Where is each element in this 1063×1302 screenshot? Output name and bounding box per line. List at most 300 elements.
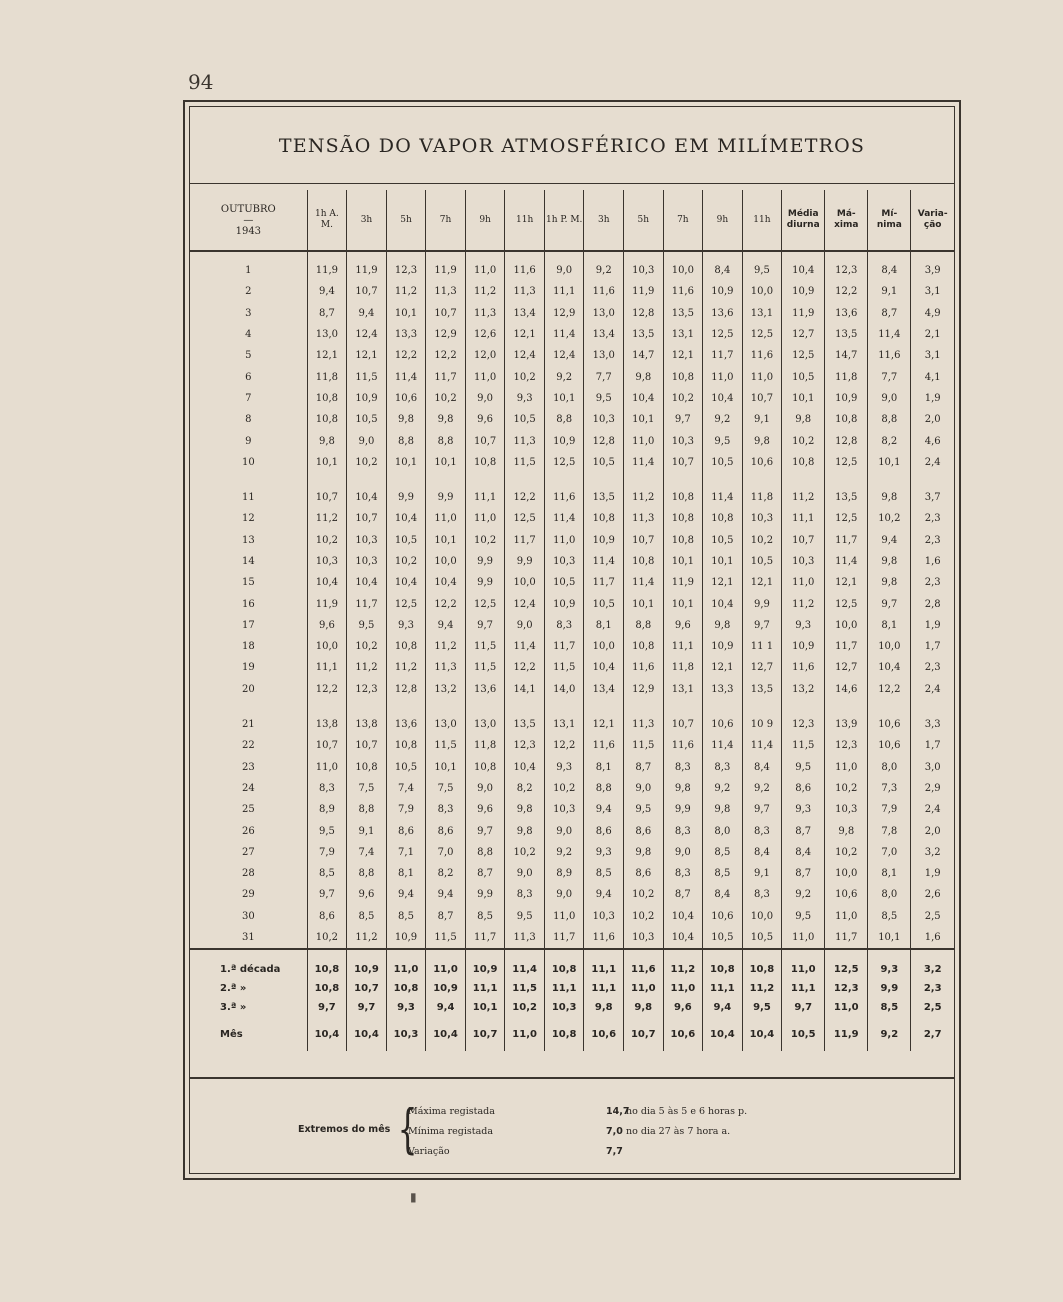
- header-maxima: Má- xima: [825, 190, 868, 251]
- table-cell: 8,6: [307, 906, 347, 927]
- header-h9pm: 9h: [703, 190, 743, 251]
- table-cell: 10,6: [663, 1017, 703, 1051]
- table-cell: 11,0: [742, 366, 782, 387]
- table-cell: 11,2: [386, 657, 426, 678]
- header-h1am: 1h A. M.: [307, 190, 347, 251]
- table-cell: 10,1: [868, 927, 911, 949]
- table-row: [190, 657, 954, 678]
- table-cell: 11,8: [825, 366, 868, 387]
- spacer-cell: [911, 949, 954, 960]
- table-cell: 13,6: [703, 303, 743, 324]
- table-cell: 11,7: [825, 927, 868, 949]
- table-cell: 12,5: [782, 345, 825, 366]
- table-cell: 9,8: [868, 572, 911, 593]
- table-cell: 9,2: [584, 251, 624, 281]
- table-cell: 10,9: [782, 281, 825, 302]
- table-cell: 2,8: [911, 593, 954, 614]
- table-cell: 9,4: [347, 303, 387, 324]
- table-cell: 11,4: [624, 572, 664, 593]
- table-cell: 2,3: [911, 979, 954, 998]
- table-cell: 8,2: [426, 863, 466, 884]
- table-cell: 11,5: [426, 735, 466, 756]
- table-cell: 8,9: [544, 863, 584, 884]
- table-cell: 11,3: [505, 927, 545, 949]
- table-cell: 8,6: [624, 820, 664, 841]
- page-number: 94: [188, 70, 214, 94]
- table-cell: 11,2: [782, 487, 825, 508]
- table-cell: 9,2: [544, 842, 584, 863]
- table-cell: 3,9: [911, 251, 954, 281]
- table-cell: 10,9: [703, 636, 743, 657]
- table-cell: 11,9: [426, 251, 466, 281]
- spacer-cell: [663, 700, 703, 714]
- table-cell: 11,0: [505, 1017, 545, 1051]
- table-cell: 10,8: [544, 960, 584, 979]
- summary-row: [190, 960, 954, 979]
- table-cell: 10,8: [386, 735, 426, 756]
- table-cell: 10,2: [624, 906, 664, 927]
- table-cell: 2,4: [911, 452, 954, 473]
- table-row: [190, 863, 954, 884]
- table-cell: 9,0: [465, 388, 505, 409]
- table-cell: 10,7: [307, 735, 347, 756]
- table-cell: 9,0: [465, 778, 505, 799]
- table-cell: 9,5: [782, 757, 825, 778]
- spacer-cell: [624, 700, 664, 714]
- table-cell: 12,7: [742, 657, 782, 678]
- table-cell: 10,8: [465, 452, 505, 473]
- table-cell: 14,0: [544, 679, 584, 700]
- table-cell: 2,0: [911, 820, 954, 841]
- table-cell: 10,8: [703, 508, 743, 529]
- table-cell: 10,2: [307, 927, 347, 949]
- table-cell: 10,9: [782, 636, 825, 657]
- table-cell: 10,2: [347, 636, 387, 657]
- spacer-cell: [663, 473, 703, 487]
- table-cell: 11,7: [347, 593, 387, 614]
- table-cell: 11,3: [426, 281, 466, 302]
- table-cell: 11,4: [742, 735, 782, 756]
- table-cell: 12,1: [347, 345, 387, 366]
- table-cell: 11,4: [544, 324, 584, 345]
- table-cell: 13,5: [742, 679, 782, 700]
- table-cell: 11 1: [742, 636, 782, 657]
- row-label: 19: [241, 662, 255, 674]
- table-cell: 11,0: [465, 366, 505, 387]
- table-cell: 10,9: [584, 530, 624, 551]
- extremes-min-row: [408, 1126, 731, 1146]
- table-cell: 9,0: [347, 430, 387, 451]
- table-cell: 14,7: [825, 345, 868, 366]
- table-cell: 9,8: [624, 998, 664, 1017]
- table-cell: 10,6: [825, 884, 868, 905]
- spacer-cell: [868, 473, 911, 487]
- table-cell: 10,1: [624, 409, 664, 430]
- table-cell: 9,0: [624, 778, 664, 799]
- table-cell: 2,3: [911, 572, 954, 593]
- table-cell: 9,7: [868, 593, 911, 614]
- table-cell: 10,9: [386, 927, 426, 949]
- table-cell: 10,0: [868, 636, 911, 657]
- table-cell: 10,7: [347, 508, 387, 529]
- table-row: [190, 735, 954, 756]
- table-cell: 10,2: [307, 530, 347, 551]
- table-cell: 10,7: [624, 530, 664, 551]
- header-h7: 7h: [426, 190, 466, 251]
- spacer-cell: [465, 949, 505, 960]
- table-cell: 11,1: [544, 979, 584, 998]
- table-cell: 9,6: [465, 799, 505, 820]
- table-cell: 13,1: [544, 714, 584, 735]
- table-cell: 13,0: [584, 345, 624, 366]
- table-cell: 9,3: [505, 388, 545, 409]
- table-cell: 8,7: [426, 906, 466, 927]
- table-cell: 10,2: [505, 366, 545, 387]
- table-cell: 10,3: [347, 551, 387, 572]
- table-row: [190, 757, 954, 778]
- table-cell: 9,2: [544, 366, 584, 387]
- table-cell: 10,1: [426, 757, 466, 778]
- table-cell: 9,7: [742, 615, 782, 636]
- table-row: [190, 551, 954, 572]
- table-cell: 9,8: [868, 487, 911, 508]
- table-cell: 10,4: [347, 1017, 387, 1051]
- header-variacao: Varia- ção: [911, 190, 954, 251]
- row-label: 21: [241, 719, 255, 731]
- table-cell: 9,7: [465, 820, 505, 841]
- table-cell: 11,7: [505, 530, 545, 551]
- table-cell: 10,7: [307, 487, 347, 508]
- table-cell: 11,2: [347, 657, 387, 678]
- table-cell: 11,0: [544, 906, 584, 927]
- table-cell: 10,3: [584, 409, 624, 430]
- row-label: 5: [245, 350, 252, 362]
- table-cell: 12,9: [426, 324, 466, 345]
- extremes-var-label: Variação: [408, 1146, 450, 1157]
- table-cell: 12,3: [347, 679, 387, 700]
- table-cell: 12,0: [465, 345, 505, 366]
- table-cell: 10,9: [347, 960, 387, 979]
- table-cell: 10,3: [782, 551, 825, 572]
- table-cell: 7,3: [868, 778, 911, 799]
- table-cell: 10,8: [703, 960, 743, 979]
- table-cell: 10,3: [624, 251, 664, 281]
- table-cell: 2,3: [911, 657, 954, 678]
- spacer-cell: [190, 473, 307, 487]
- table-cell: 10,7: [426, 303, 466, 324]
- spacer-cell: [911, 700, 954, 714]
- table-cell: 10,2: [624, 884, 664, 905]
- table-cell: 11,0: [465, 251, 505, 281]
- table-cell: 12,5: [825, 452, 868, 473]
- table-cell: 8,0: [868, 757, 911, 778]
- summary-row: [190, 979, 954, 998]
- table-cell: 7,4: [347, 842, 387, 863]
- table-cell: 13,8: [347, 714, 387, 735]
- table-cell: 11,9: [307, 251, 347, 281]
- table-cell: 11,1: [465, 979, 505, 998]
- table-cell: 10,6: [742, 452, 782, 473]
- table-cell: 11,3: [624, 508, 664, 529]
- table-cell: 9,6: [465, 409, 505, 430]
- header-row: [190, 190, 954, 251]
- table-cell: 11,8: [742, 487, 782, 508]
- table-cell: 10,9: [426, 979, 466, 998]
- vapor-table: [190, 190, 954, 1051]
- header-dash: —: [243, 214, 254, 226]
- table-cell: 9,8: [868, 551, 911, 572]
- extremes-max-value: 14,7: [606, 1106, 630, 1117]
- table-cell: 14,6: [825, 679, 868, 700]
- table-row: [190, 906, 954, 927]
- table-cell: 11,2: [386, 281, 426, 302]
- table-cell: 10,5: [703, 927, 743, 949]
- table-row: [190, 303, 954, 324]
- table-cell: 11,5: [465, 657, 505, 678]
- table-cell: 10,4: [347, 487, 387, 508]
- table-cell: 10,2: [544, 778, 584, 799]
- row-label: 3: [245, 307, 252, 319]
- table-cell: 11,0: [825, 757, 868, 778]
- table-cell: 10,9: [347, 388, 387, 409]
- table-cell: 10,2: [347, 452, 387, 473]
- table-cell: 8,7: [782, 820, 825, 841]
- table-cell: 1,9: [911, 388, 954, 409]
- spacer-cell: [190, 949, 307, 960]
- table-cell: 8,9: [307, 799, 347, 820]
- table-cell: 9,9: [742, 593, 782, 614]
- table-cell: 9,9: [426, 487, 466, 508]
- table-cell: 12,3: [825, 979, 868, 998]
- table-cell: 9,4: [703, 998, 743, 1017]
- table-cell: 10,2: [825, 778, 868, 799]
- table-cell: 13,5: [663, 303, 703, 324]
- table-cell: 9,8: [307, 430, 347, 451]
- table-cell: 9,9: [386, 487, 426, 508]
- table-row: [190, 593, 954, 614]
- table-cell: 8,4: [703, 251, 743, 281]
- table-cell: 9,8: [505, 820, 545, 841]
- table-cell: 10,4: [868, 657, 911, 678]
- table-cell: 9,7: [347, 998, 387, 1017]
- table-cell: 10,7: [663, 452, 703, 473]
- table-cell: 11,7: [544, 927, 584, 949]
- table-cell: 13,0: [465, 714, 505, 735]
- table-cell: 11,6: [624, 657, 664, 678]
- table-cell: 9,5: [703, 430, 743, 451]
- table-cell: 7,0: [868, 842, 911, 863]
- table-cell: 9,9: [465, 884, 505, 905]
- row-label: Mês: [220, 1028, 243, 1040]
- table-cell: 11,7: [584, 572, 624, 593]
- row-label: 28: [241, 868, 255, 880]
- table-cell: 9,0: [505, 863, 545, 884]
- table-cell: 9,4: [426, 998, 466, 1017]
- table-cell: 8,8: [347, 799, 387, 820]
- decade-gap: [190, 700, 954, 714]
- spacer-cell: [584, 700, 624, 714]
- table-cell: 9,8: [742, 430, 782, 451]
- table-cell: 10,3: [663, 430, 703, 451]
- table-cell: 7,1: [386, 842, 426, 863]
- spacer-cell: [584, 473, 624, 487]
- spacer-cell: [386, 700, 426, 714]
- decade-gap: [190, 473, 954, 487]
- table-cell: 13,0: [426, 714, 466, 735]
- table-cell: 8,8: [624, 615, 664, 636]
- table-cell: 8,8: [868, 409, 911, 430]
- table-cell: 8,2: [868, 430, 911, 451]
- table-cell: 9,8: [782, 409, 825, 430]
- table-cell: 10,7: [782, 530, 825, 551]
- table-cell: 9,1: [347, 820, 387, 841]
- table-cell: 9,3: [544, 757, 584, 778]
- table-cell: 8,0: [703, 820, 743, 841]
- extremes-max-row: [408, 1106, 748, 1126]
- table-row: [190, 530, 954, 551]
- row-label: 4: [245, 329, 252, 341]
- spacer-cell: [825, 473, 868, 487]
- table-cell: 8,5: [868, 998, 911, 1017]
- table-cell: 2,3: [911, 508, 954, 529]
- table-cell: 9,5: [584, 388, 624, 409]
- table-row: [190, 251, 954, 281]
- row-label: 25: [241, 804, 255, 816]
- table-cell: 11,3: [624, 714, 664, 735]
- table-cell: 2,7: [911, 1017, 954, 1051]
- table-cell: 10,4: [426, 1017, 466, 1051]
- table-cell: 12,1: [663, 345, 703, 366]
- table-cell: 11,2: [465, 281, 505, 302]
- header-year: 1943: [235, 225, 262, 237]
- print-mark: ▮: [410, 1190, 417, 1204]
- table-row: [190, 679, 954, 700]
- table-cell: 12,2: [426, 593, 466, 614]
- table-cell: 8,1: [584, 615, 624, 636]
- table-cell: 10,8: [544, 1017, 584, 1051]
- table-cell: 1,6: [911, 551, 954, 572]
- table-cell: 12,5: [544, 452, 584, 473]
- table-cell: 9,7: [307, 998, 347, 1017]
- table-cell: 8,4: [868, 251, 911, 281]
- table-cell: 11,1: [663, 636, 703, 657]
- row-label: 1.ª década: [220, 964, 281, 976]
- table-cell: 11,1: [544, 281, 584, 302]
- table-cell: 11,0: [624, 979, 664, 998]
- table-cell: 9,7: [742, 799, 782, 820]
- table-cell: 10,6: [584, 1017, 624, 1051]
- table-cell: 10,1: [426, 452, 466, 473]
- table-cell: 11,6: [505, 251, 545, 281]
- table-cell: 13,5: [505, 714, 545, 735]
- table-cell: 8,5: [465, 906, 505, 927]
- table-cell: 8,6: [386, 820, 426, 841]
- table-cell: 10,8: [663, 508, 703, 529]
- table-cell: 8,8: [584, 778, 624, 799]
- table-cell: 9,5: [742, 998, 782, 1017]
- spacer-cell: [782, 473, 825, 487]
- table-cell: 10,0: [663, 251, 703, 281]
- table-cell: 13,2: [426, 679, 466, 700]
- table-cell: 9,4: [584, 799, 624, 820]
- table-cell: 11,6: [544, 487, 584, 508]
- table-cell: 12,5: [825, 593, 868, 614]
- extremes-max-label: Máxima registada: [408, 1106, 495, 1117]
- table-cell: 11,0: [426, 508, 466, 529]
- spacer-cell: [505, 473, 545, 487]
- table-cell: 11,6: [624, 960, 664, 979]
- table-cell: 8,8: [465, 842, 505, 863]
- header-h5pm: 5h: [624, 190, 664, 251]
- table-cell: 2,1: [911, 324, 954, 345]
- table-cell: 11,6: [663, 735, 703, 756]
- table-cell: 10,0: [825, 863, 868, 884]
- table-cell: 11,5: [505, 979, 545, 998]
- table-cell: 13,5: [825, 324, 868, 345]
- spacer-cell: [505, 700, 545, 714]
- table-cell: 12,4: [505, 593, 545, 614]
- table-cell: 8,5: [703, 863, 743, 884]
- row-label: 12: [241, 513, 255, 525]
- table-cell: 9,9: [505, 551, 545, 572]
- table-cell: 9,3: [386, 615, 426, 636]
- table-cell: 9,5: [782, 906, 825, 927]
- table-cell: 11,4: [825, 551, 868, 572]
- table-cell: 7,9: [386, 799, 426, 820]
- extremes-var-row: [408, 1146, 623, 1166]
- table-cell: 10,1: [624, 593, 664, 614]
- table-row: [190, 508, 954, 529]
- summary-separator: [190, 949, 954, 960]
- spacer-cell: [426, 949, 466, 960]
- table-cell: 7,7: [584, 366, 624, 387]
- table-cell: 11,3: [426, 657, 466, 678]
- table-cell: 10,3: [544, 551, 584, 572]
- row-label: 2: [245, 286, 252, 298]
- table-cell: 10,1: [426, 530, 466, 551]
- table-cell: 12,3: [825, 735, 868, 756]
- table-cell: 2,4: [911, 799, 954, 820]
- table-cell: 9,1: [742, 409, 782, 430]
- table-cell: 10,0: [426, 551, 466, 572]
- table-cell: 10,7: [347, 735, 387, 756]
- table-cell: 10,2: [742, 530, 782, 551]
- table-cell: 2,9: [911, 778, 954, 799]
- table-cell: 11,5: [465, 636, 505, 657]
- table-cell: 13,2: [782, 679, 825, 700]
- table-cell: 10,1: [663, 593, 703, 614]
- table-cell: 10,6: [703, 714, 743, 735]
- table-cell: 8,5: [386, 906, 426, 927]
- header-h1pm: 1h P. M.: [544, 190, 584, 251]
- row-label: 20: [241, 683, 255, 695]
- table-cell: 12,5: [386, 593, 426, 614]
- table-cell: 10,7: [624, 1017, 664, 1051]
- table-cell: 11,9: [307, 593, 347, 614]
- row-label: 27: [241, 846, 255, 858]
- table-row: [190, 714, 954, 735]
- table-cell: 10,1: [663, 551, 703, 572]
- table-cell: 10,6: [868, 735, 911, 756]
- table-cell: 12,2: [868, 679, 911, 700]
- table-cell: 9,6: [307, 615, 347, 636]
- extremes-min-value: 7,0: [606, 1126, 623, 1137]
- table-cell: 8,5: [307, 863, 347, 884]
- table-cell: 10,4: [347, 572, 387, 593]
- table-cell: 10,8: [663, 487, 703, 508]
- table-cell: 9,9: [465, 572, 505, 593]
- table-cell: 10,1: [465, 998, 505, 1017]
